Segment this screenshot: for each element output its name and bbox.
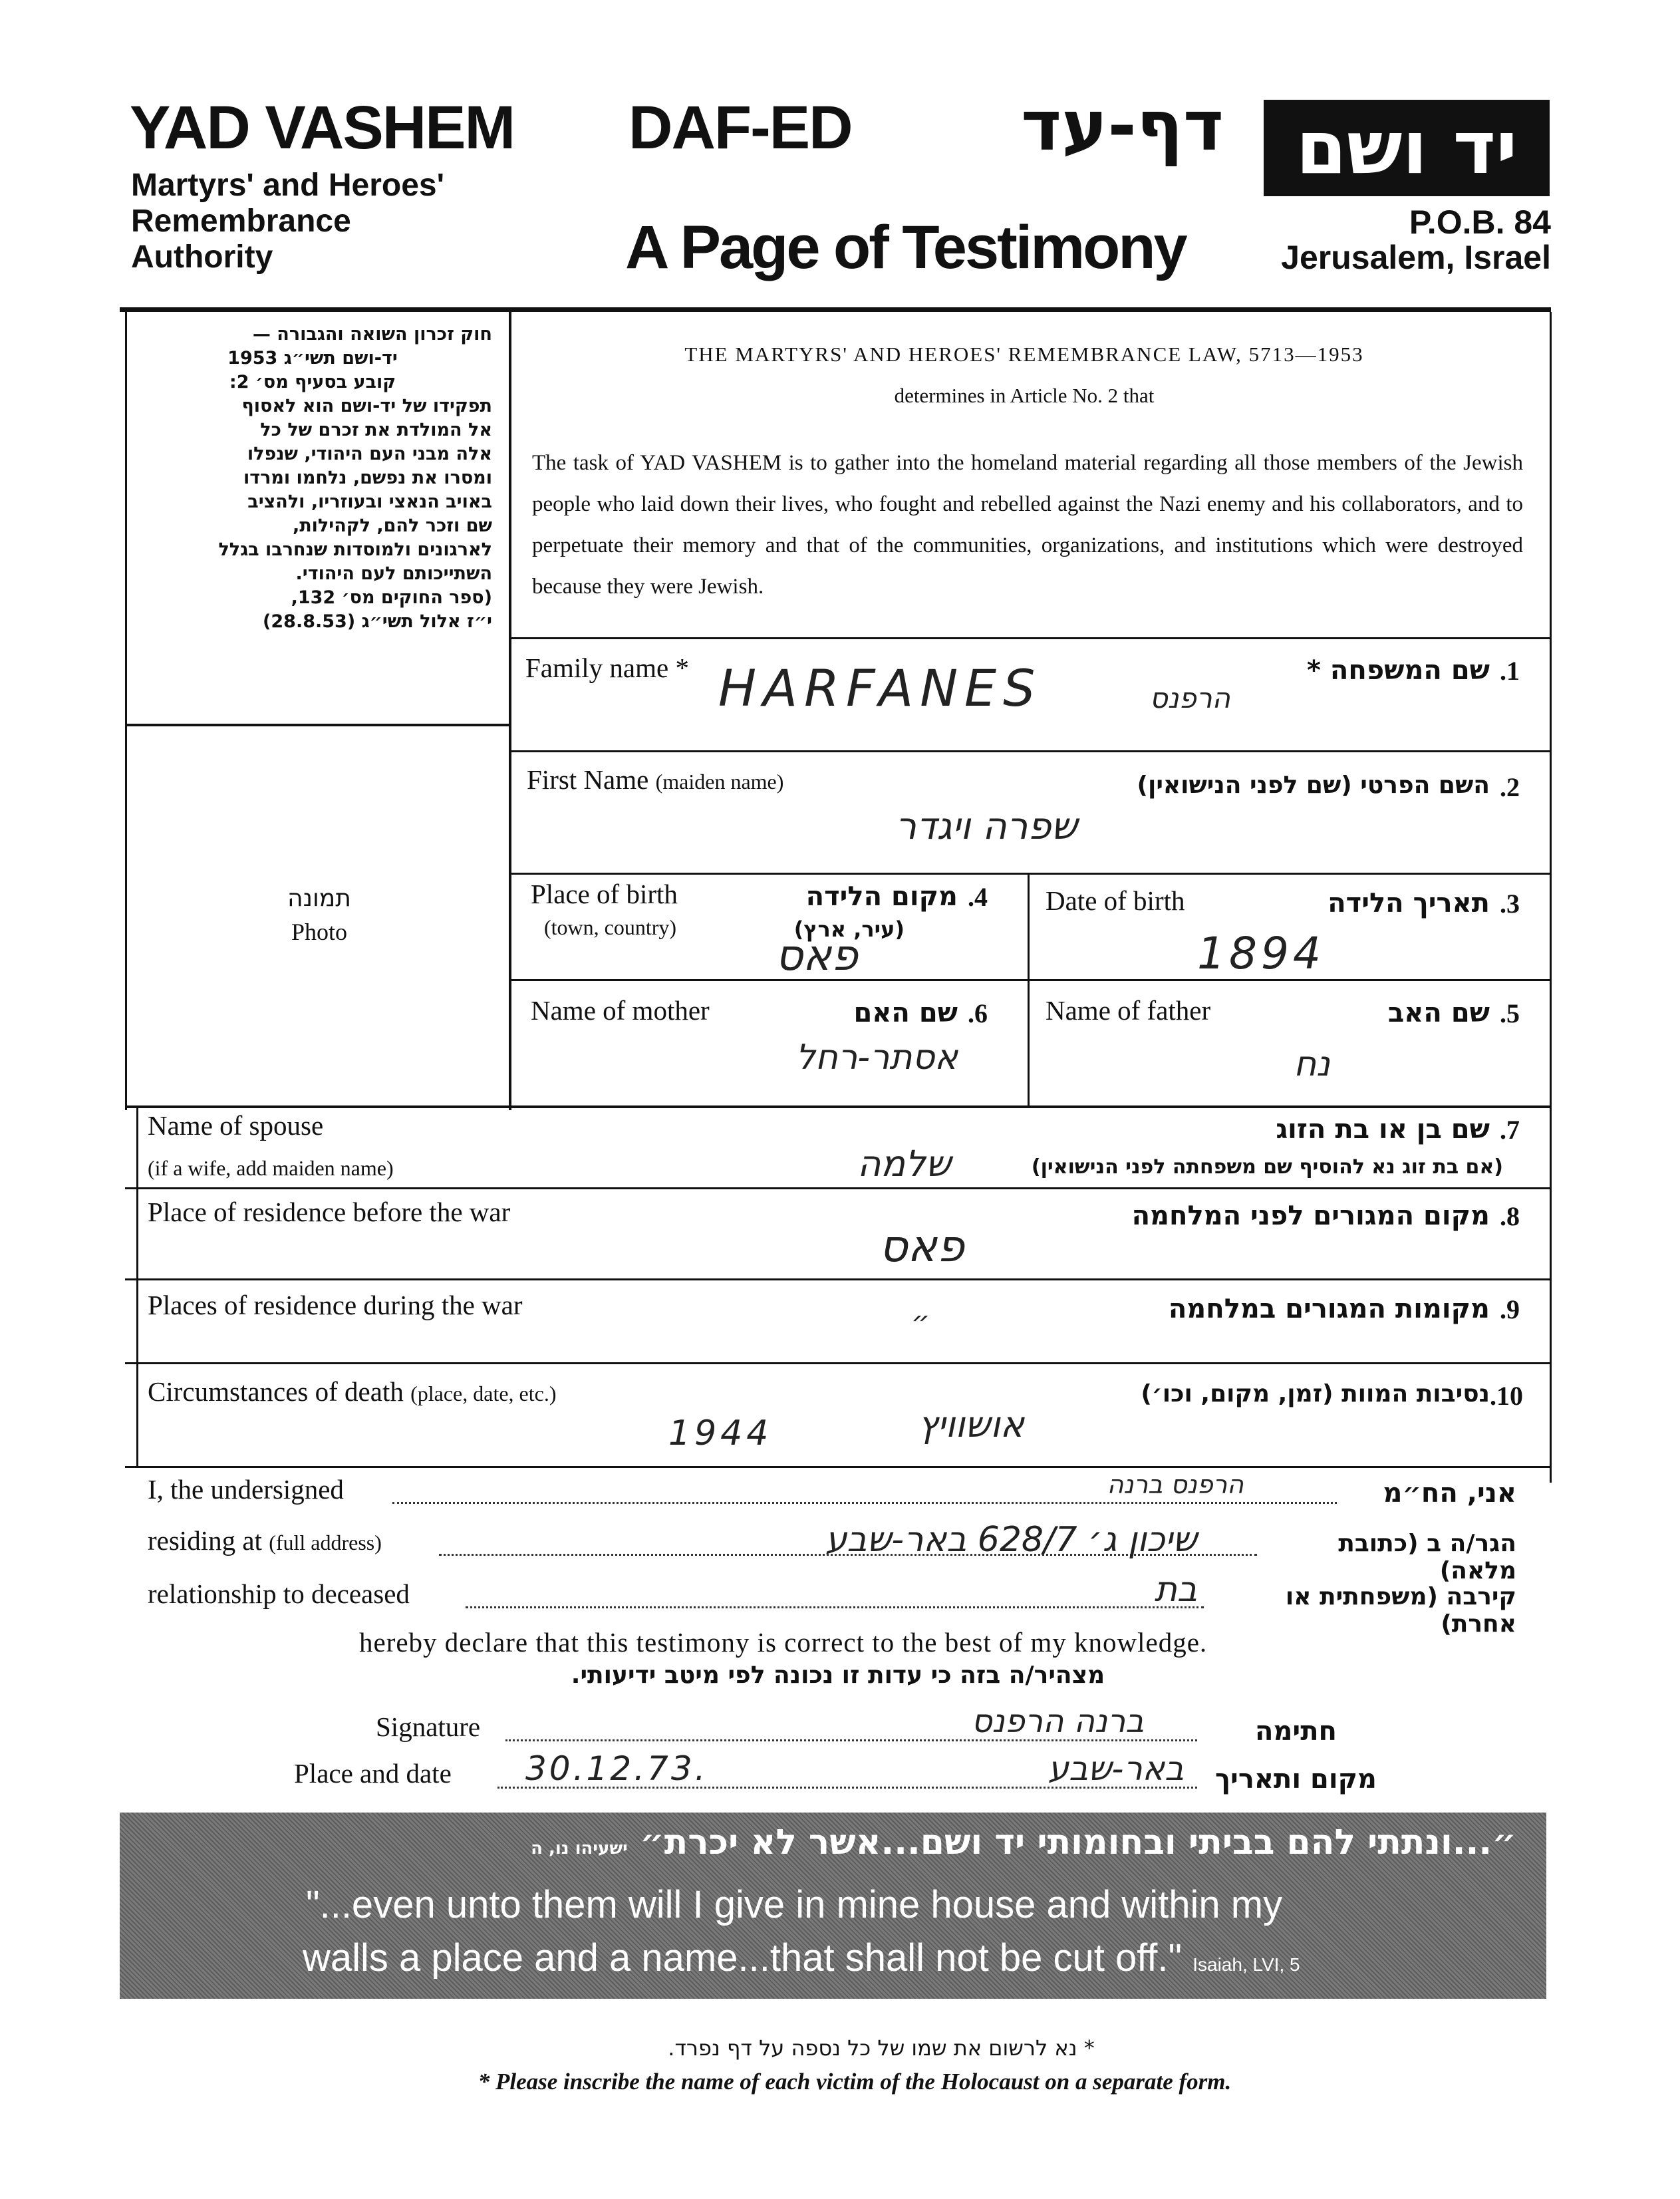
death-label-text: Circumstances of death bbox=[148, 1376, 404, 1407]
first-name-label-note: (maiden name) bbox=[655, 770, 784, 794]
org-subtitle-line: Remembrance bbox=[131, 204, 351, 239]
place-date-label: Place and date bbox=[294, 1758, 452, 1789]
spouse-label-hebrew-note: (אם בת זוג נא להוסיף שם משפחתה לפני הנישואין) bbox=[1031, 1155, 1503, 1179]
residence-before-war-label: Place of residence before the war bbox=[148, 1197, 511, 1227]
law-hebrew-line: י״ז אלול תשי״ג (28.8.53) bbox=[263, 611, 492, 632]
divider bbox=[1550, 312, 1552, 1483]
divider bbox=[125, 312, 127, 1110]
row-divider bbox=[509, 637, 1552, 639]
declaration-statement: hereby declare that this testimony is correct to the best of my knowledge. bbox=[359, 1627, 1208, 1658]
death-circumstances-label bbox=[148, 1376, 556, 1407]
banner-hebrew-text: ״...ונתתי להם בביתי ובחומותי יד ושם...אשר לא יכרת״ bbox=[639, 1823, 1516, 1862]
daf-ed-title: DAF-ED bbox=[629, 94, 852, 162]
relationship-value[interactable]: בת bbox=[1154, 1570, 1197, 1610]
residing-label-note: (full address) bbox=[269, 1531, 382, 1554]
residence-before-war-label-hebrew: מקום המגורים לפני המלחמה bbox=[1131, 1201, 1490, 1231]
field-number: .8 bbox=[1500, 1201, 1520, 1231]
row-divider bbox=[125, 1466, 1552, 1468]
death-place-value[interactable]: אושוויץ bbox=[918, 1403, 1024, 1445]
law-hebrew-line: שם וזכר להם, לקהילות, bbox=[292, 515, 492, 536]
row-divider bbox=[509, 873, 1552, 875]
divider bbox=[136, 1105, 138, 1468]
org-subtitle bbox=[131, 168, 597, 275]
row-divider bbox=[125, 1362, 1552, 1364]
family-name-label-hebrew: שם המשפחה * bbox=[1307, 655, 1490, 686]
footer-note-hebrew: * נא לרשום את שמו של כל נספה על דף נפרד. bbox=[668, 2035, 1095, 2061]
spouse-label-note: (if a wife, add maiden name) bbox=[148, 1156, 394, 1180]
banner-hebrew-ref: ישעיהו נו, ה bbox=[531, 1838, 628, 1858]
field-number: .7 bbox=[1500, 1115, 1520, 1145]
first-name-value[interactable]: שפרה ויגדר bbox=[895, 805, 1077, 848]
name-of-father-label: Name of father bbox=[1046, 995, 1211, 1026]
declaration-statement-hebrew: מצהיר/ה בזה כי עדות זו נכונה לפי מיטב ידיעותי. bbox=[571, 1662, 1105, 1689]
family-name-label: Family name * bbox=[525, 653, 689, 683]
date-of-birth-label: Date of birth bbox=[1046, 885, 1185, 916]
photo-label: Photo bbox=[291, 919, 348, 945]
place-of-birth-label-note: (town, country) bbox=[544, 915, 677, 939]
footer-note: * Please inscribe the name of each victim of the Holocaust on a separate form. bbox=[478, 2069, 1232, 2095]
row-divider bbox=[125, 1187, 1552, 1189]
law-hebrew-line: ומסרו את נפשם, נלחמו ומרדו bbox=[243, 468, 492, 488]
place-of-birth-label-hebrew: מקום הלידה bbox=[805, 881, 958, 912]
field-number: .9 bbox=[1500, 1294, 1520, 1324]
family-name-value-hebrew[interactable]: הרפנס bbox=[1149, 682, 1230, 714]
undersigned-label-hebrew: אני, הח״מ bbox=[1383, 1478, 1516, 1509]
banner-quote-line-2 bbox=[303, 1936, 1300, 1980]
name-of-mother-label: Name of mother bbox=[531, 995, 710, 1026]
place-of-birth-label-hebrew-note: (עיר, ארץ) bbox=[793, 917, 905, 942]
family-name-value[interactable]: HARFANES bbox=[718, 659, 1042, 718]
row-divider bbox=[125, 1105, 1552, 1108]
residing-label-hebrew bbox=[1257, 1530, 1516, 1584]
law-hebrew-line: השתייכותם לעם היהודי. bbox=[295, 563, 492, 584]
residing-label-hebrew-text: הגר/ה ב bbox=[1427, 1530, 1516, 1557]
divider bbox=[1028, 873, 1030, 1107]
residing-label-text: residing at bbox=[148, 1525, 262, 1556]
field-number: .3 bbox=[1500, 889, 1520, 919]
relationship-label-hebrew-text: קירבה bbox=[1446, 1583, 1516, 1610]
header-rule bbox=[120, 307, 1551, 312]
name-of-father-label-hebrew: שם האב bbox=[1387, 998, 1490, 1028]
residence-before-war-value[interactable]: פאס bbox=[879, 1221, 964, 1272]
place-of-birth-value[interactable]: פאס bbox=[775, 931, 858, 980]
signature-label-hebrew: חתימה bbox=[1254, 1716, 1337, 1747]
row-divider bbox=[509, 979, 1552, 981]
place-of-birth-label: Place of birth bbox=[531, 879, 678, 909]
signature-label: Signature bbox=[376, 1711, 481, 1742]
undersigned-line bbox=[392, 1502, 1337, 1504]
law-hebrew-line: לארגונים ולמוסדות שנחרבו בגלל bbox=[218, 539, 492, 560]
name-of-mother-label-hebrew: שם האם bbox=[853, 998, 958, 1028]
row-divider bbox=[125, 1278, 1552, 1280]
date-value[interactable]: 30.12.73. bbox=[525, 1749, 708, 1788]
law-hebrew-line: חוק זכרון השואה והגבורה — bbox=[252, 324, 492, 345]
name-of-mother-value[interactable]: אסתר-רחל bbox=[795, 1038, 958, 1078]
first-name-label bbox=[527, 764, 783, 796]
first-name-label-text: First Name bbox=[527, 764, 649, 795]
residence-during-war-value[interactable]: ״ bbox=[911, 1305, 930, 1339]
field-number: .5 bbox=[1500, 998, 1520, 1028]
divider bbox=[509, 312, 511, 1110]
field-number: .1 bbox=[1500, 656, 1520, 686]
law-hebrew-line: באויב הנאצי ובעוזריו, ולהציב bbox=[247, 492, 492, 512]
date-of-birth-label-hebrew: תאריך הלידה bbox=[1328, 888, 1490, 919]
residing-label bbox=[148, 1525, 382, 1556]
photo-label-hebrew: תמונה bbox=[287, 885, 351, 912]
relationship-label: relationship to deceased bbox=[148, 1578, 410, 1609]
undersigned-label: I, the undersigned bbox=[148, 1474, 344, 1505]
field-number: .10 bbox=[1490, 1381, 1523, 1411]
spouse-value[interactable]: שלמה bbox=[857, 1143, 951, 1185]
field-number: .4 bbox=[968, 882, 988, 912]
law-hebrew-line: אל המולדת את זכרם של כל bbox=[260, 420, 492, 440]
law-text-hebrew bbox=[133, 323, 492, 634]
place-date-label-hebrew: מקום ותאריך bbox=[1214, 1764, 1377, 1795]
residing-label-hebrew-note: (כתובת מלאה) bbox=[1338, 1530, 1516, 1584]
divider bbox=[125, 724, 511, 726]
page-title: A Page of Testimony bbox=[625, 214, 1186, 281]
residence-during-war-label-hebrew: מקומות המגורים במלחמה bbox=[1168, 1294, 1490, 1324]
death-label-note: (place, date, etc.) bbox=[410, 1382, 557, 1405]
relationship-note-hebrew: (משפחתית או אחרת) bbox=[1285, 1583, 1516, 1638]
org-subtitle-line: Martyrs' and Heroes' bbox=[131, 168, 444, 203]
po-box: P.O.B. 84 bbox=[1409, 204, 1551, 241]
law-hebrew-line: תפקידו של יד-ושם הוא לאסוף bbox=[241, 396, 492, 416]
law-hebrew-line: יד-ושם תשי״ג 1953 bbox=[227, 348, 398, 368]
first-name-label-hebrew: השם הפרטי (שם לפני הנישואין) bbox=[1137, 772, 1490, 799]
residence-during-war-label: Places of residence during the war bbox=[148, 1290, 523, 1320]
row-divider bbox=[509, 750, 1552, 752]
law-hebrew-line: קובע בסעיף מס׳ 2: bbox=[229, 372, 396, 392]
law-title: THE MARTYRS' AND HEROES' REMEMBRANCE LAW, 5713—1953 bbox=[684, 343, 1364, 366]
spouse-label: Name of spouse bbox=[148, 1110, 324, 1141]
law-subtitle: determines in Article No. 2 that bbox=[894, 384, 1155, 407]
signature-value[interactable]: ברנה הרפנס bbox=[971, 1703, 1144, 1740]
org-subtitle-line: Authority bbox=[131, 239, 273, 275]
banner-quote-line-1: "...even unto them will I give in mine house and within my bbox=[306, 1883, 1283, 1926]
undersigned-value[interactable]: הרפנס ברנה bbox=[1107, 1470, 1244, 1499]
death-circumstances-label-hebrew: נסיבות המוות (זמן, מקום, וכו׳) bbox=[1141, 1380, 1490, 1407]
address-city: Jerusalem, Israel bbox=[1281, 239, 1551, 276]
residing-value[interactable]: שיכון ג׳ 628/7 באר-שבע bbox=[825, 1520, 1197, 1560]
daf-ed-hebrew-title: דף-עד bbox=[1021, 85, 1224, 166]
law-hebrew-line: (ספר החוקים מס׳ 132, bbox=[291, 587, 492, 608]
place-value[interactable]: באר-שבע bbox=[1048, 1749, 1184, 1788]
yad-vashem-logo: יד ושם bbox=[1264, 100, 1550, 196]
death-year-value[interactable]: 1944 bbox=[668, 1413, 773, 1453]
field-number: .2 bbox=[1500, 772, 1520, 802]
date-of-birth-value[interactable]: 1894 bbox=[1197, 928, 1325, 979]
banner-quote-hebrew bbox=[153, 1823, 1516, 1862]
spouse-label-hebrew: שם בן או בת הזוג bbox=[1276, 1114, 1490, 1145]
banner-ref: Isaiah, LVI, 5 bbox=[1192, 1954, 1300, 1975]
name-of-father-value[interactable]: נח bbox=[1294, 1044, 1330, 1084]
org-title: YAD VASHEM bbox=[130, 94, 515, 162]
law-body: The task of YAD VASHEM is to gather into the homeland material regarding all those members of the Jewish people who laid down their lives, who fought and rebelled against the Nazi enemy and his collaborators, and to perpetuate their memory and that of the communities, organizations, and institutions which were destroyed because they were Jewish. bbox=[532, 451, 1523, 599]
banner-line-2-text: walls a place and a name...that shall not be cut off." bbox=[303, 1936, 1183, 1979]
field-number: .6 bbox=[968, 998, 988, 1028]
relationship-label-hebrew bbox=[1210, 1583, 1516, 1638]
law-hebrew-line: אלה מבני העם היהודי, שנפלו bbox=[247, 444, 492, 464]
